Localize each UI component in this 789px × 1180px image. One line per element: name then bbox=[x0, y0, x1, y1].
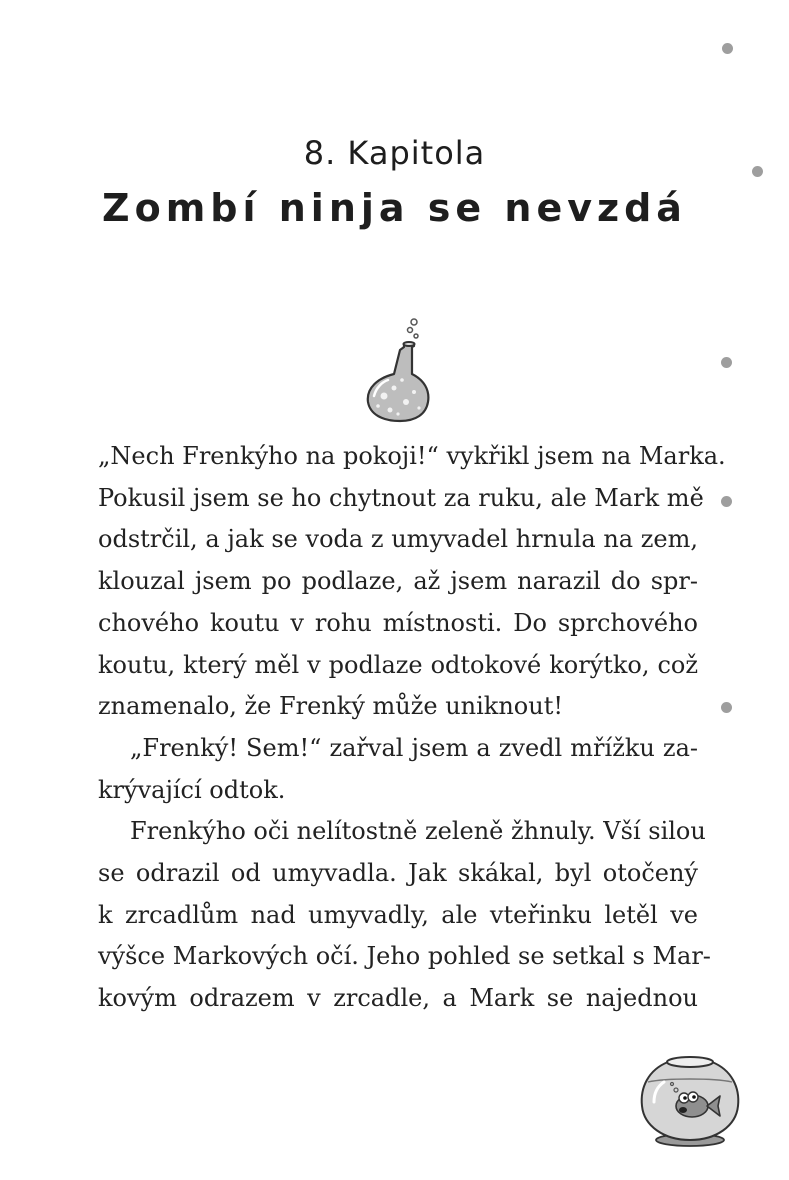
text-line: koutu, který měl v podlaze odtokové korýtko, což bbox=[98, 650, 698, 679]
text-line: se odrazil od umyvadla. Jak skákal, byl otočený bbox=[98, 859, 698, 888]
fishbowl-icon bbox=[636, 1052, 744, 1148]
bubble-dot-3 bbox=[721, 357, 732, 368]
text-line: Frenkýho oči nelítostně zeleně žhnuly. Vší silou bbox=[130, 817, 706, 846]
bubble-dot-4 bbox=[721, 496, 732, 507]
text-line: znamenalo, že Frenký může uniknout! bbox=[98, 692, 563, 721]
bubble-dot-5 bbox=[721, 702, 732, 713]
text-line: k zrcadlům nad umyvadly, ale vteřinku letěl ve bbox=[98, 900, 698, 929]
text-line: chového koutu v rohu místnosti. Do sprchového bbox=[98, 608, 698, 637]
chapter-label: 8. Kapitola bbox=[303, 134, 486, 172]
chapter-title: Zombí ninja se nevzdá bbox=[102, 186, 687, 230]
text-line: kovým odrazem v zrcadle, a Mark se najednou bbox=[98, 984, 698, 1013]
text-line: odstrčil, a jak se voda z umyvadel hrnula na zem, bbox=[98, 525, 698, 554]
text-line: Pokusil jsem se ho chytnout za ruku, ale Mark mě bbox=[98, 483, 704, 512]
flask-icon bbox=[364, 316, 430, 424]
text-line: výšce Markových očí. Jeho pohled se setkal s Mar- bbox=[98, 942, 711, 971]
text-line: „Nech Frenkýho na pokoji!“ vykřikl jsem na Marka. bbox=[98, 442, 726, 470]
body-text bbox=[98, 436, 726, 1020]
text-line: klouzal jsem po podlaze, až jsem narazil do spr- bbox=[98, 567, 698, 596]
text-line: krývající odtok. bbox=[98, 775, 286, 804]
text-line: „Frenký! Sem!“ zařval jsem a zvedl mřížku za- bbox=[130, 733, 698, 762]
bubble-dot-1 bbox=[722, 43, 733, 54]
